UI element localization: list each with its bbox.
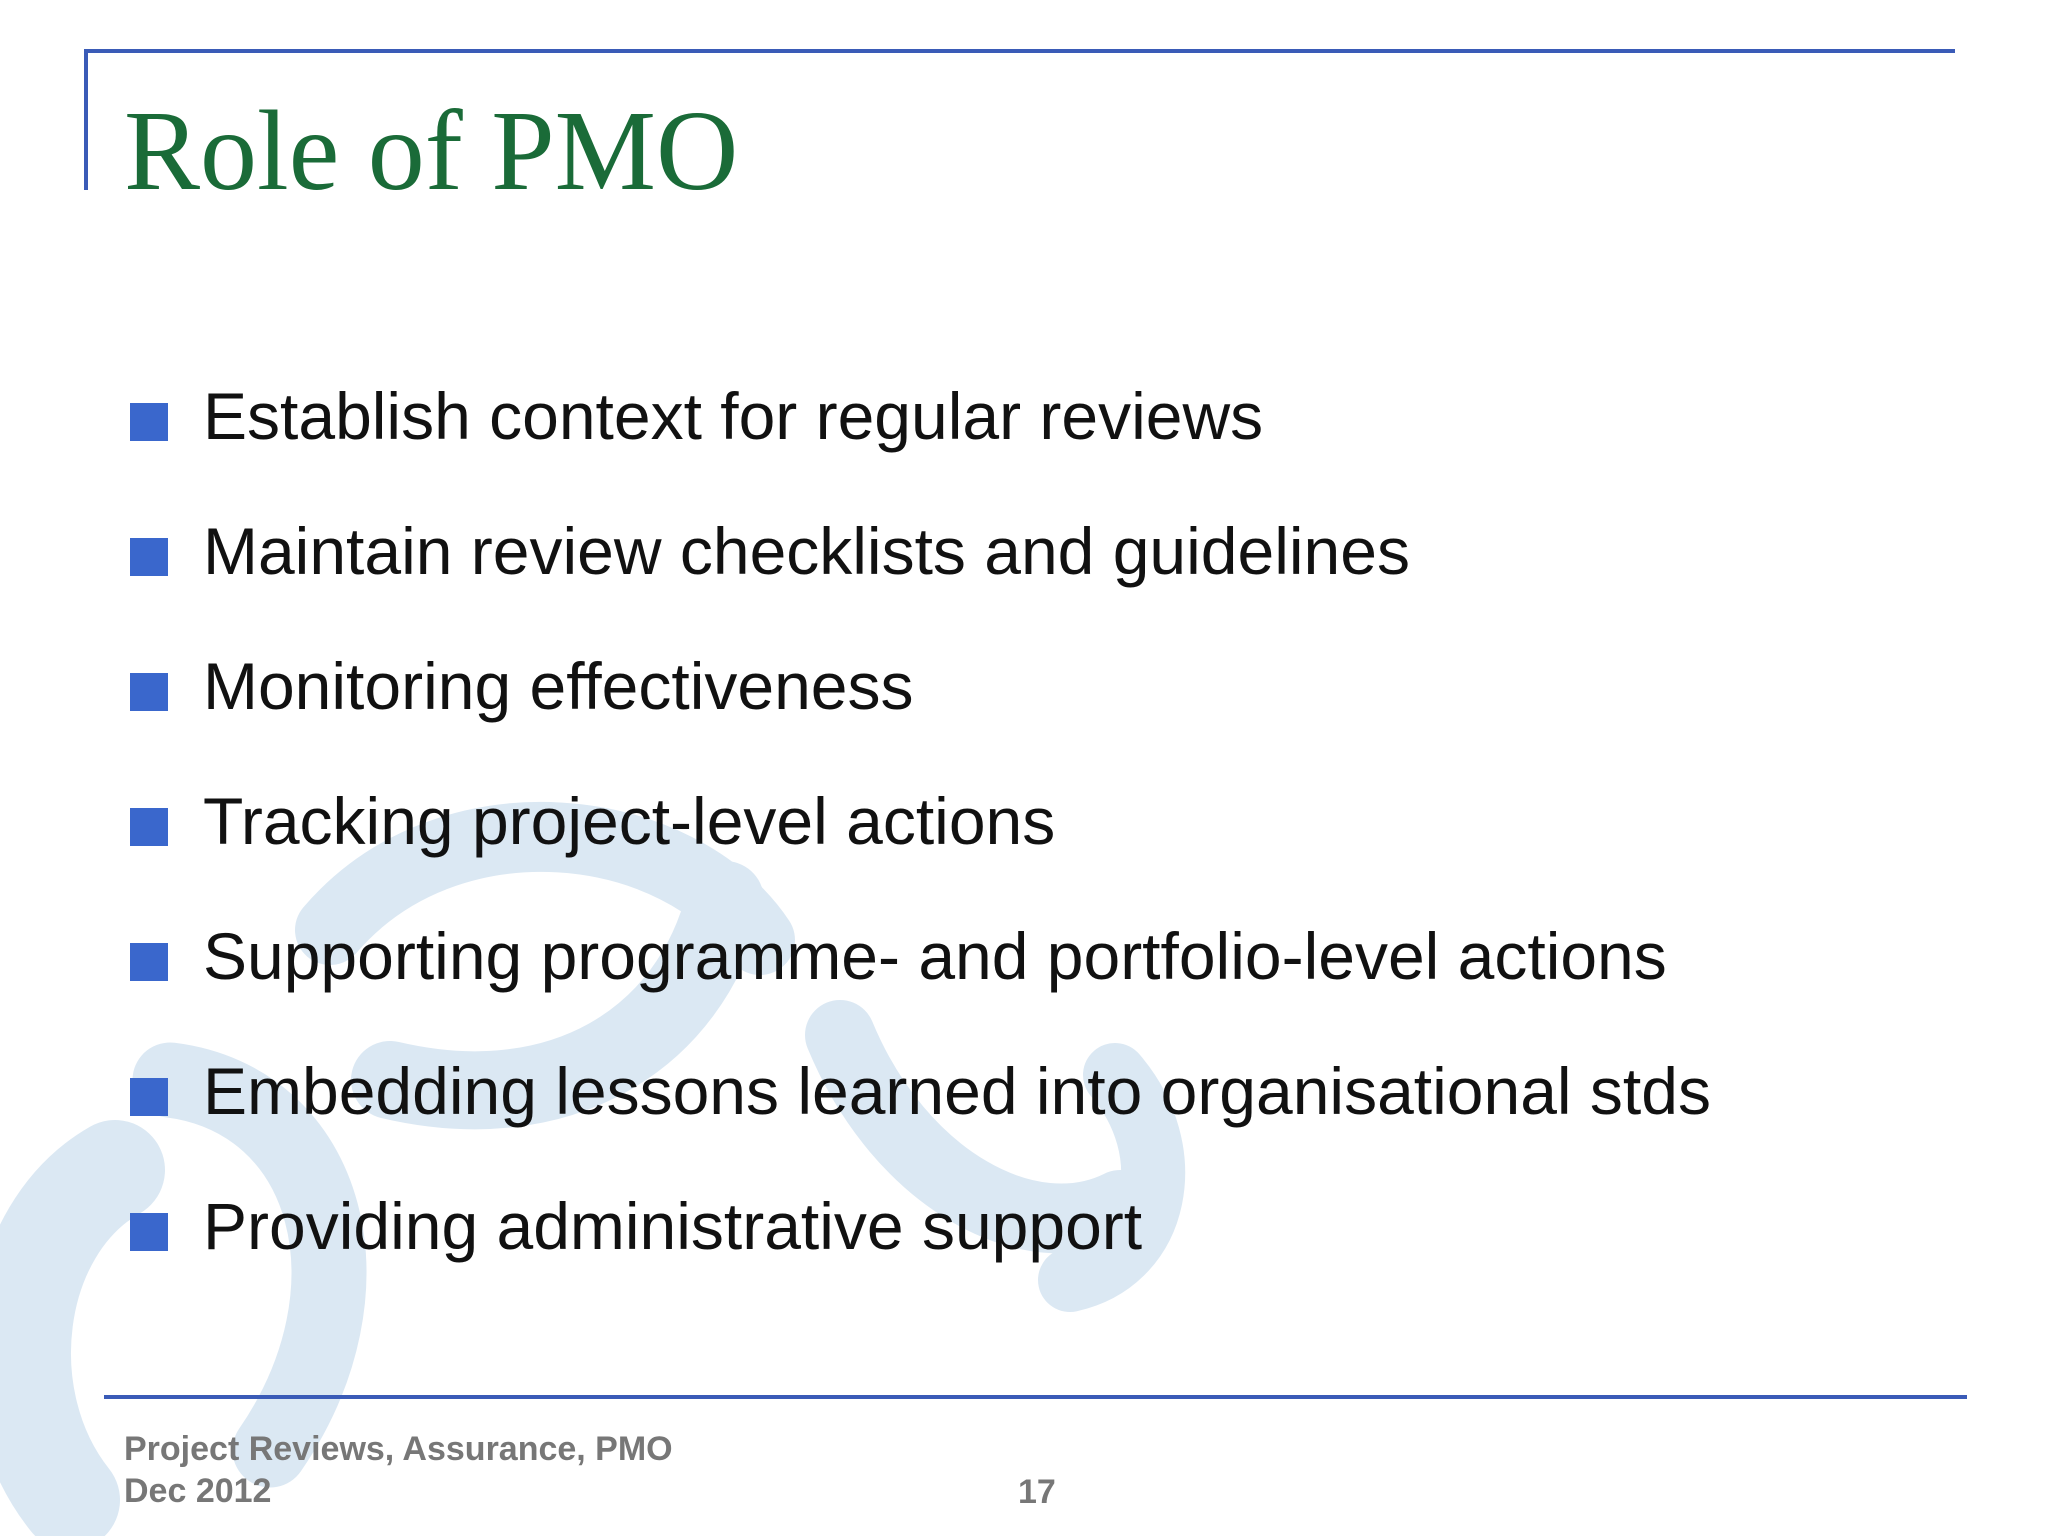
bullet-text-admin-support: Providing administrative support [203,1189,1143,1263]
square-bullet-icon [130,808,168,846]
slide-title: Role of PMO [124,87,739,214]
square-bullet-icon [130,943,168,981]
bullet-text-monitoring-effectiveness: Monitoring effectiveness [203,649,914,723]
bullet-text-tracking-actions: Tracking project-level actions [203,784,1056,858]
bullet-text-supporting-actions: Supporting programme- and portfolio-level actions [203,919,1667,993]
square-bullet-icon [130,538,168,576]
footer-line-date: Dec 2012 [124,1472,272,1510]
square-bullet-icon [130,1213,168,1251]
bullet-text-embedding-lessons: Embedding lessons learned into organisational stds [203,1054,1711,1128]
title-frame-top-rule [84,49,1955,53]
square-bullet-icon [130,1078,168,1116]
footer-line-presentation: Project Reviews, Assurance, PMO [124,1430,673,1468]
footer-rule [104,1395,1967,1399]
footer-text [124,1428,673,1512]
page-number: 17 [1018,1473,1056,1511]
square-bullet-icon [130,403,168,441]
bullet-text-maintain-checklists: Maintain review checklists and guidelines [203,514,1410,588]
bullet-text-establish-context: Establish context for regular reviews [203,379,1264,453]
title-frame-left-rule [84,49,88,190]
square-bullet-icon [130,673,168,711]
